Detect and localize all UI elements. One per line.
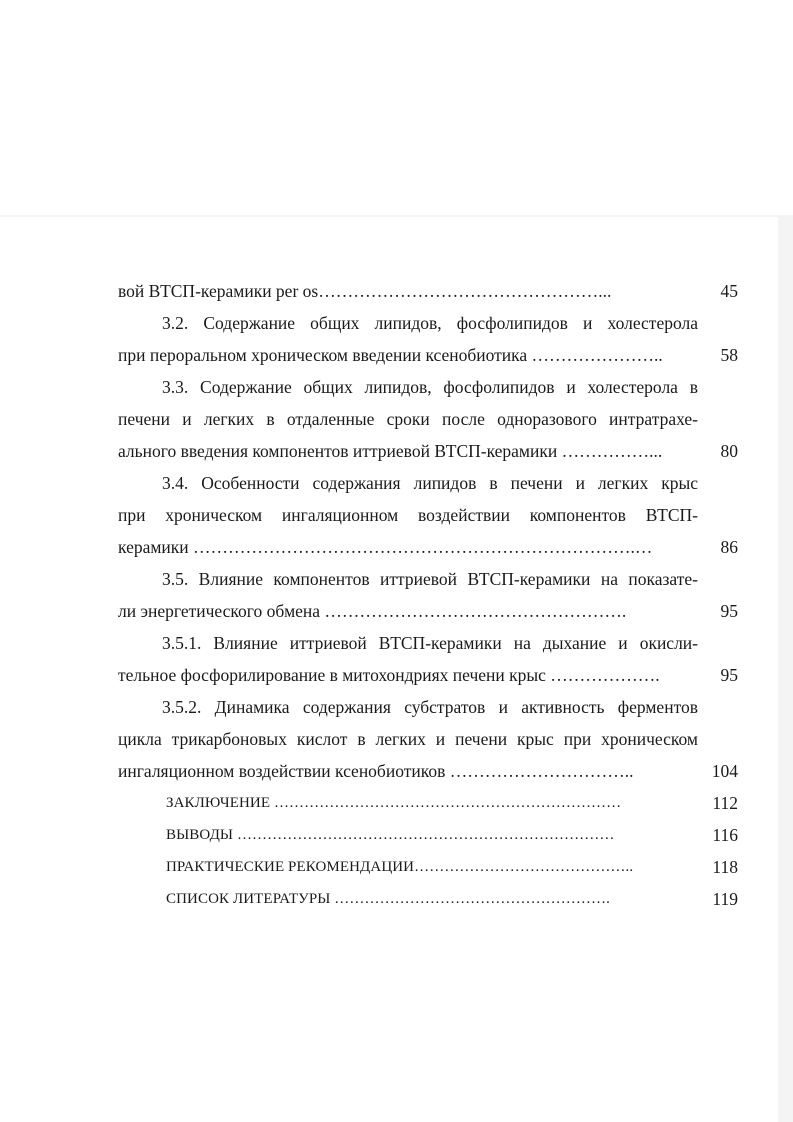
toc-entry-line xyxy=(118,499,738,531)
toc-page-number: 112 xyxy=(712,793,738,813)
toc-entry-text: вой ВТСП-керамики per os…………………………………………... xyxy=(118,281,612,301)
toc-entry-text: 3.4. Особенности содержания липидов в печени и легких крыс xyxy=(162,473,698,493)
scan-shadow-right xyxy=(778,215,793,1122)
toc-entry-text: 3.5. Влияние компонентов иттриевой ВТСП-керамики на показате- xyxy=(162,569,698,589)
toc-page-number: 45 xyxy=(720,281,738,301)
toc-entry-text: ВЫВОДЫ ………………………………………………………………… xyxy=(166,827,615,843)
toc-entry-text: ли энергетического обмена ……………………………………………. xyxy=(118,601,627,621)
toc-entry-line xyxy=(118,787,738,819)
toc-entry-line xyxy=(118,371,738,403)
toc-page-number: 118 xyxy=(712,857,738,877)
toc-entry-line xyxy=(118,851,738,883)
toc-entry-line xyxy=(118,403,738,435)
toc-entry-text: печени и легких в отдаленные сроки после одноразового интратрахе- xyxy=(118,409,698,429)
toc-entry-text: цикла трикарбоновых кислот в легких и печени крыс при хроническом xyxy=(118,729,698,749)
toc-page-number: 104 xyxy=(711,761,738,781)
toc-page-number: 119 xyxy=(712,889,738,909)
toc-entry-line xyxy=(118,723,738,755)
toc-entry-line xyxy=(118,595,738,627)
toc-entry-line xyxy=(118,339,738,371)
toc-entry-line xyxy=(118,819,738,851)
toc-entry-text: 3.3. Содержание общих липидов, фосфолипидов и холестерола в xyxy=(162,377,698,397)
toc-entry-text: СПИСОК ЛИТЕРАТУРЫ ………………………………………………. xyxy=(166,891,610,907)
toc-page-number: 95 xyxy=(720,601,738,621)
toc-entry-line xyxy=(118,691,738,723)
toc-entry-text: 3.5.2. Динамика содержания субстратов и активность ферментов xyxy=(162,697,698,717)
toc-page-number: 86 xyxy=(720,537,738,557)
toc-entry-text: при хроническом ингаляционном воздействии компонентов ВТСП- xyxy=(118,505,698,525)
toc-entry-text: керамики ………………………………………………………………….… xyxy=(118,537,653,557)
toc-entry-text: тельное фосфорилирование в митохондриях печени крыс ………………. xyxy=(118,665,660,685)
toc-entry-line xyxy=(118,307,738,339)
toc-entry-text: ЗАКЛЮЧЕНИЕ …………………………………………………………… xyxy=(166,795,622,811)
toc-entry-text: ПРАКТИЧЕСКИЕ РЕКОМЕНДАЦИИ…………………………………….. xyxy=(166,859,634,875)
toc-entry-text: 3.5.1. Влияние иттриевой ВТСП-керамики на дыхание и окисли- xyxy=(162,633,698,653)
toc-page-number: 116 xyxy=(712,825,738,845)
toc-entry-line xyxy=(118,627,738,659)
toc-entry-text: 3.2. Содержание общих липидов, фосфолипидов и холестерола xyxy=(162,313,698,333)
toc-entry-line xyxy=(118,275,738,307)
toc-entry-line xyxy=(118,659,738,691)
toc-entry-line xyxy=(118,755,738,787)
toc-entry-line xyxy=(118,435,738,467)
toc-page-number: 58 xyxy=(720,345,738,365)
toc-entry-text: ального введения компонентов иттриевой ВТСП-керамики ……………... xyxy=(118,441,663,461)
toc-entry-line xyxy=(118,467,738,499)
toc-entry-line xyxy=(118,883,738,915)
toc-entry-line xyxy=(118,531,738,563)
toc-page-number: 80 xyxy=(720,441,738,461)
scan-shadow-top xyxy=(0,215,793,217)
toc-entry-text: ингаляционном воздействии ксенобиотиков ………………………….. xyxy=(118,761,634,781)
toc-page-number: 95 xyxy=(720,665,738,685)
toc-entry-line xyxy=(118,563,738,595)
toc-entry-text: при пероральном хроническом введении ксенобиотика ………………….. xyxy=(118,345,663,365)
